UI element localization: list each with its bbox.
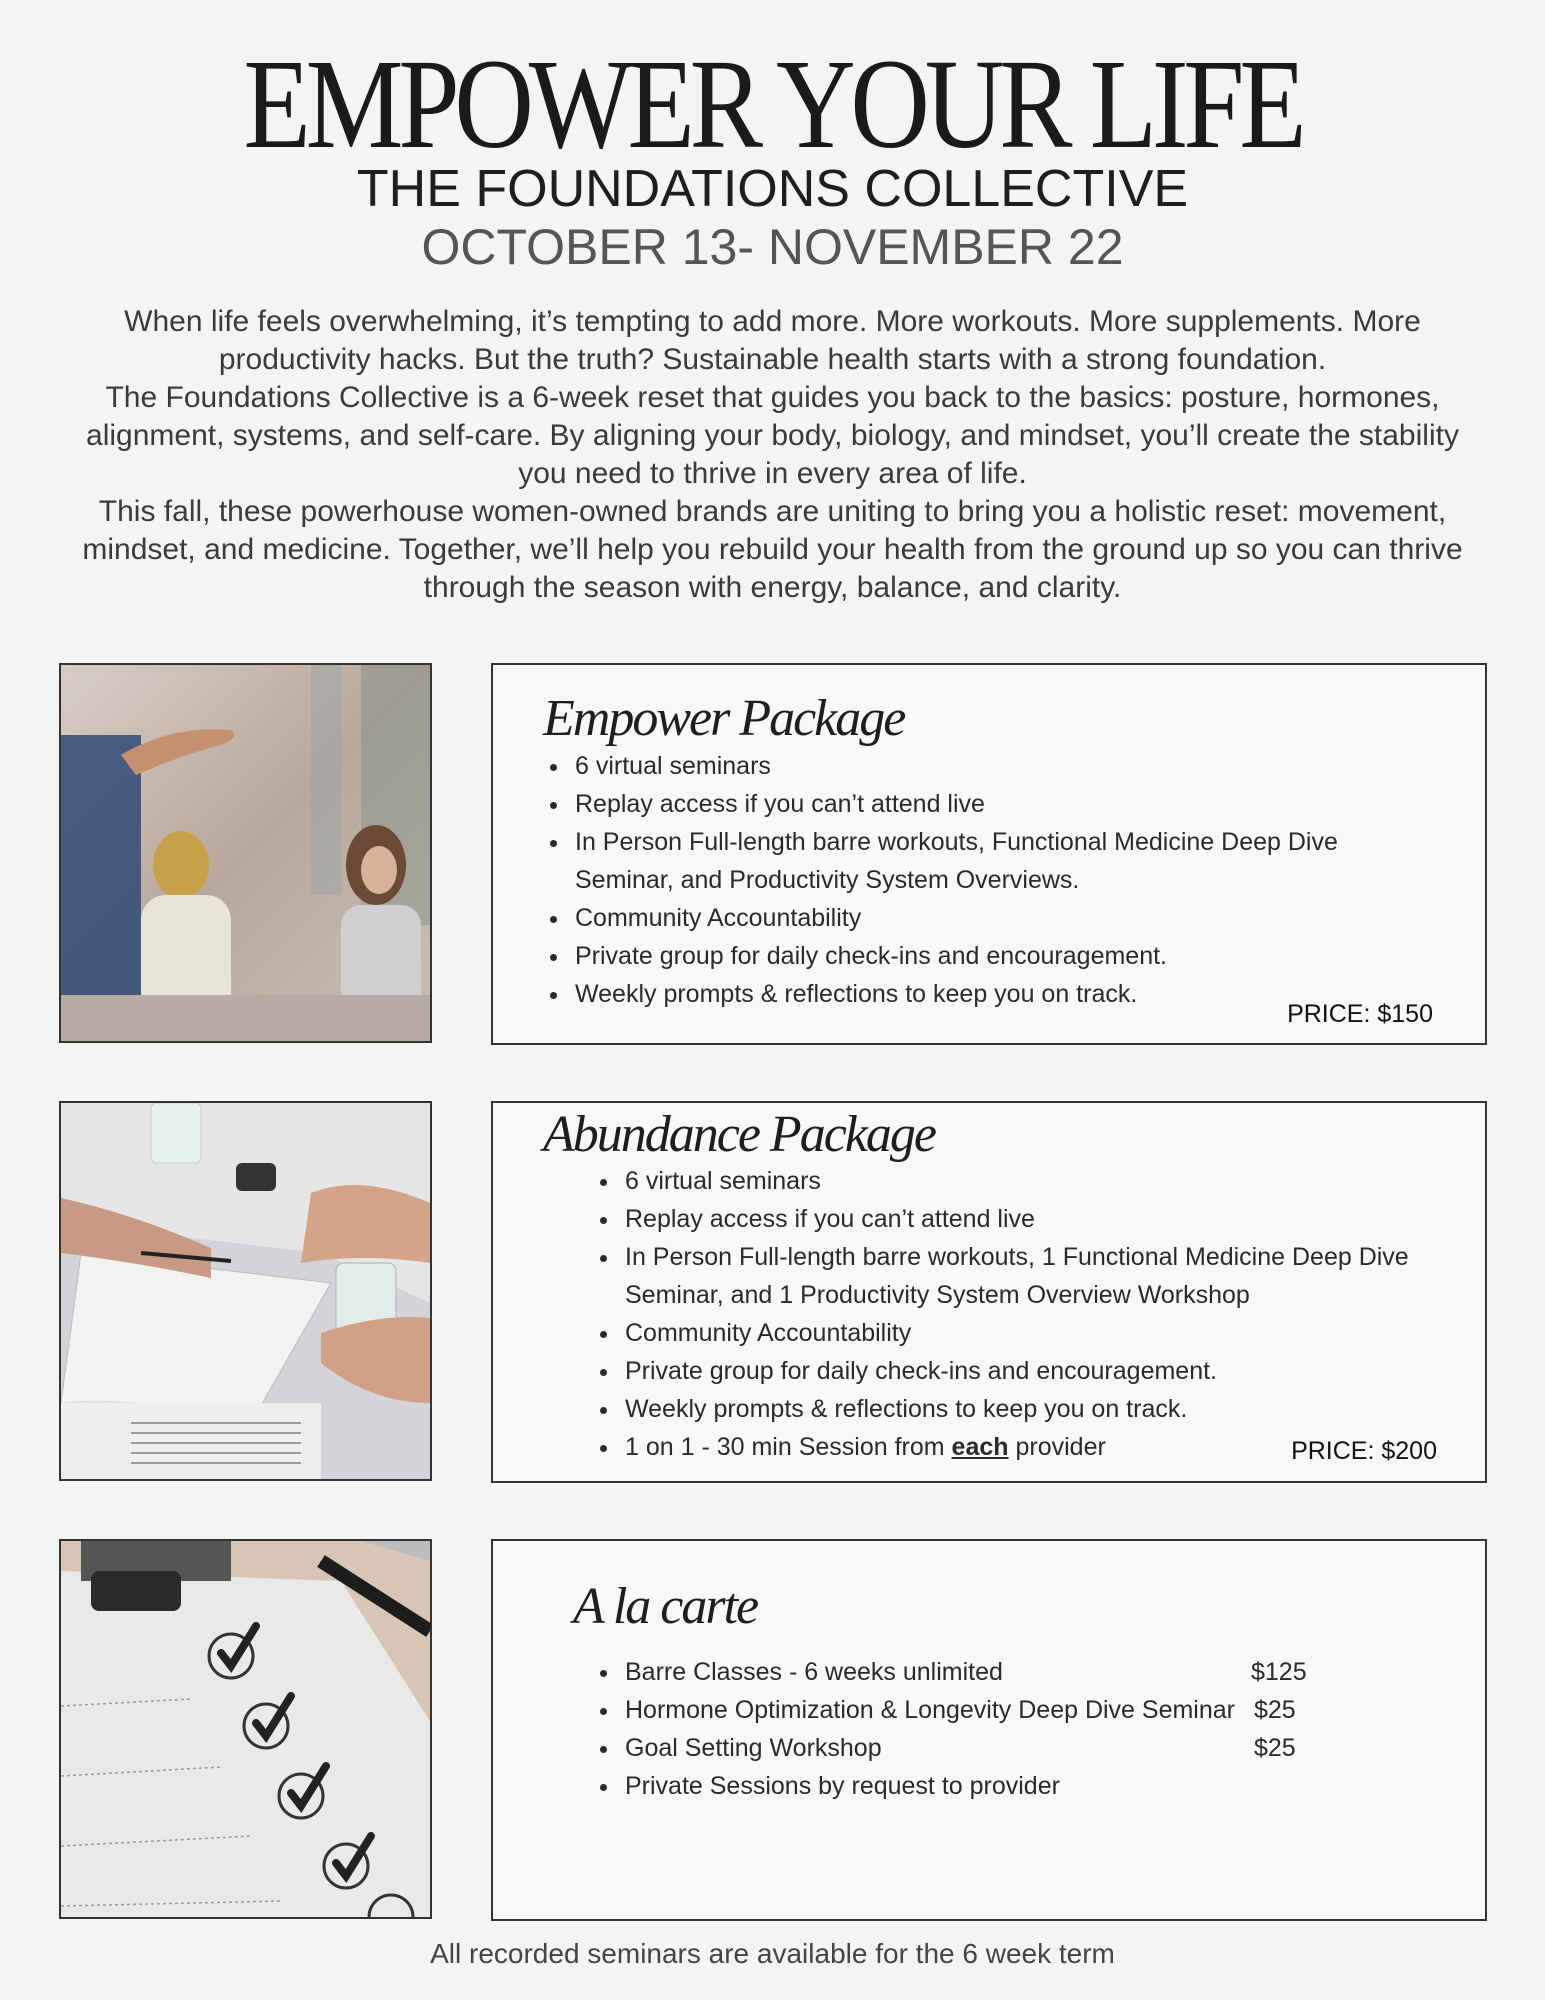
list-item: • Private group for daily check-ins and encouragement. bbox=[621, 1352, 1441, 1390]
list-item: • Community Accountability bbox=[621, 1314, 1441, 1352]
list-item: • Weekly prompts & reflections to keep you on track. bbox=[621, 1390, 1441, 1428]
carte-price: $125 bbox=[1251, 1658, 1307, 1686]
planning-photo bbox=[59, 1101, 432, 1481]
page-title: EMPOWER YOUR LIFE bbox=[243, 33, 1302, 175]
list-item-text: 1 on 1 - 30 min Session from bbox=[625, 1433, 952, 1461]
page-subtitle: THE FOUNDATIONS COLLECTIVE bbox=[356, 160, 1189, 218]
intro-paragraph-1: When life feels overwhelming, it’s tempting to add more. More workouts. More supplements. More productivity hacks. But the truth? Sustainable health starts with a strong foundation. bbox=[124, 305, 1421, 376]
footer-note: All recorded seminars are available for the 6 week term bbox=[430, 1938, 1115, 1969]
list-item: • In Person Full-length barre workouts, 1 Functional Medicine Deep Dive Seminar, and 1 Productivity System Overview Workshop bbox=[621, 1238, 1441, 1314]
a-la-carte-title: A la carte bbox=[573, 1578, 758, 1635]
a-la-carte-card bbox=[491, 1539, 1487, 1921]
event-dates: OCTOBER 13- NOVEMBER 22 bbox=[421, 219, 1124, 275]
list-item: • Community Accountability bbox=[571, 899, 1411, 937]
list-item: • Private group for daily check-ins and encouragement. bbox=[571, 937, 1411, 975]
carte-price: $25 bbox=[1254, 1734, 1296, 1762]
carte-price: $25 bbox=[1254, 1696, 1296, 1724]
empower-price: PRICE: $150 bbox=[1287, 1000, 1433, 1028]
checklist-photo bbox=[59, 1539, 432, 1919]
list-item: • 6 virtual seminars bbox=[621, 1162, 1441, 1200]
empower-feature-list bbox=[545, 747, 1411, 1013]
list-item: • Goal Setting Workshop bbox=[621, 1729, 1241, 1767]
list-item: • Private Sessions by request to provider bbox=[621, 1767, 1241, 1805]
list-item: • 6 virtual seminars bbox=[571, 747, 1411, 785]
intro-text bbox=[60, 303, 1485, 607]
intro-paragraph-3: This fall, these powerhouse women-owned brands are uniting to bring you a holistic reset: movement, mindset, and medicine. Together, we’ll help you rebuild your health from the ground up so you can thrive through the season with energy, balance, and clarity. bbox=[82, 495, 1463, 604]
emphasis-text: each bbox=[951, 1433, 1009, 1461]
list-item-text: provider bbox=[1008, 1433, 1106, 1461]
list-item: • Hormone Optimization & Longevity Deep Dive Seminar bbox=[621, 1691, 1241, 1729]
list-item: • Barre Classes - 6 weeks unlimited bbox=[621, 1653, 1241, 1691]
abundance-package-card bbox=[491, 1101, 1487, 1483]
abundance-feature-list bbox=[595, 1162, 1441, 1466]
list-item: • In Person Full-length barre workouts, Functional Medicine Deep Dive Seminar, and Productivity System Overviews. bbox=[571, 823, 1411, 899]
abundance-package-title: Abundance Package bbox=[543, 1106, 935, 1163]
empower-package-card bbox=[491, 663, 1487, 1045]
a-la-carte-list bbox=[595, 1653, 1241, 1805]
list-item: • Replay access if you can’t attend live bbox=[571, 785, 1411, 823]
list-item: • Weekly prompts & reflections to keep you on track. bbox=[571, 975, 1411, 1013]
abundance-price: PRICE: $200 bbox=[1291, 1437, 1437, 1465]
list-item: • Replay access if you can’t attend live bbox=[621, 1200, 1441, 1238]
meeting-photo bbox=[59, 663, 432, 1043]
intro-paragraph-2: The Foundations Collective is a 6-week reset that guides you back to the basics: posture, hormones, alignment, systems, and self-care. By aligning your body, biology, and mindset, you’ll create the stability you need to thrive in every area of life. bbox=[86, 381, 1459, 490]
empower-package-title: Empower Package bbox=[543, 690, 905, 747]
